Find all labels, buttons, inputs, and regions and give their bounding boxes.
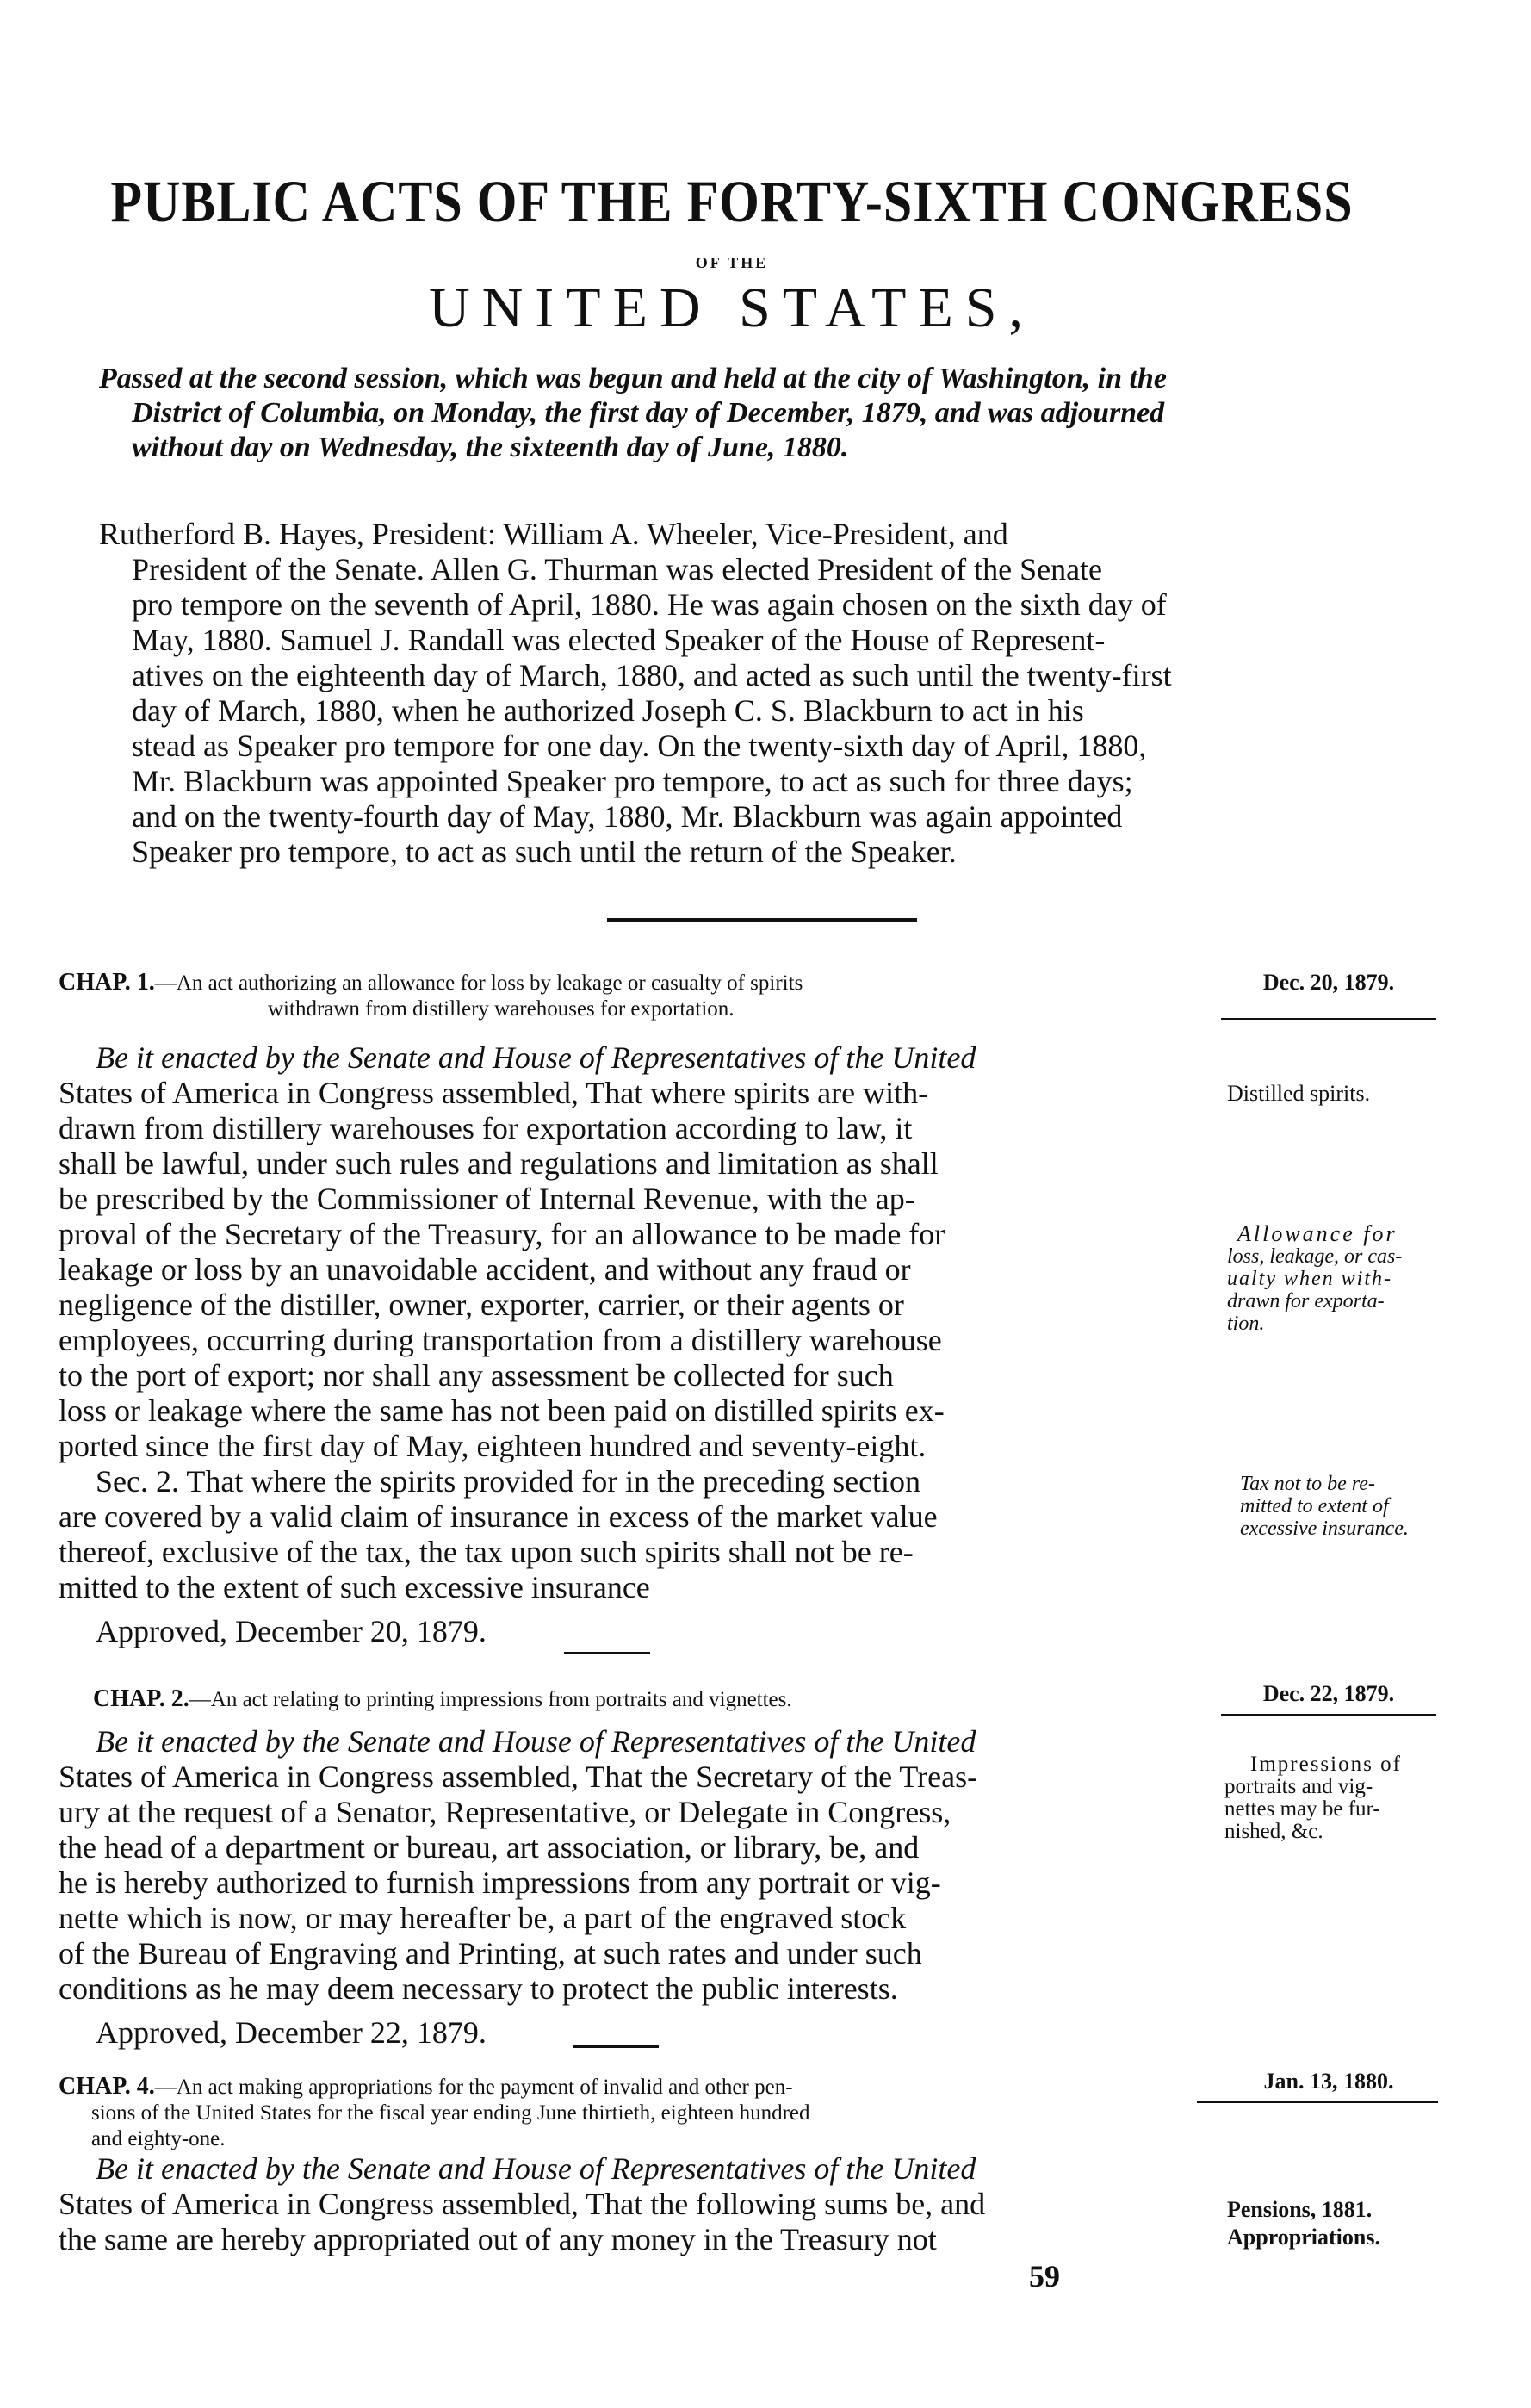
officers-paragraph — [99, 517, 1438, 870]
margin-note-line: excessive insurance. — [1240, 1517, 1409, 1540]
chap2-body-line: the head of a department or bureau, art association, or library, be, and — [59, 1830, 920, 1865]
margin-note-line: Appropriations. — [1227, 2225, 1380, 2250]
chap1-body-line: employees, occurring during transportation from a distillery warehouse — [59, 1323, 942, 1357]
chap4-body-line: the same are hereby appropriated out of any money in the Treasury not — [59, 2222, 937, 2256]
officers-line: President of the Senate. Allen G. Thurman was elected President of the Senate — [132, 552, 1103, 586]
officers-line: pro tempore on the seventh of April, 1880. He was again chosen on the sixth day of — [132, 587, 1167, 622]
chap4-body-line: States of America in Congress assembled, That the following sums be, and — [59, 2187, 986, 2221]
officers-line: day of March, 1880, when he authorized Joseph C. S. Blackburn to act in his — [132, 693, 1084, 728]
session-line: District of Columbia, on Monday, the first day of December, 1879, and was adjourned — [132, 397, 1165, 429]
margin-note-line: Allowance for — [1237, 1221, 1398, 1246]
margin-note-line: ualty when with- — [1227, 1268, 1392, 1290]
officers-line: and on the twenty-fourth day of May, 1880, Mr. Blackburn was again appointed — [132, 799, 1123, 834]
chap2-body-line: nette which is now, or may hereafter be, a part of the engraved stock — [59, 1901, 907, 1935]
chap2-date: Dec. 22, 1879. — [1262, 1681, 1395, 1706]
chap1-body-line: leakage or loss by an unavoidable accident, and without any fraud or — [59, 1252, 911, 1287]
session-line: without day on Wednesday, the sixteenth day of June, 1880. — [132, 431, 849, 463]
margin-note-tax — [1240, 1473, 1451, 1540]
chap4-body — [59, 2151, 1188, 2257]
chap2-date-rule — [1221, 1714, 1436, 1716]
session-statement — [99, 362, 1442, 465]
chap2-body-line: he is hereby authorized to furnish impressions from any portrait or vig- — [59, 1865, 941, 1900]
chap4-date: Jan. 13, 1880. — [1263, 2069, 1394, 2094]
chap2-body-line: States of America in Congress assembled, That the Secretary of the Treas- — [59, 1759, 978, 1794]
chap1-body-line: mitted to the extent of such excessive insurance — [59, 1570, 650, 1604]
chap2-approved: Approved, December 22, 1879. — [96, 2015, 487, 2050]
chap4-date-rule — [1197, 2101, 1438, 2103]
margin-note-line: nettes may be fur- — [1224, 1797, 1380, 1821]
chap4-heading — [59, 2074, 1204, 2152]
chap1-heading — [59, 970, 1195, 1022]
margin-note-line: mitted to extent of — [1240, 1495, 1389, 1517]
officers-line: May, 1880. Samuel J. Randall was elected Speaker of the House of Represent- — [132, 623, 1106, 657]
chap2-body — [59, 1724, 1188, 2051]
chap1-body-line: Sec. 2. That where the spirits provided for in the preceding section — [96, 1464, 921, 1499]
chap2-heading — [93, 1686, 1204, 1713]
chap-divider — [564, 1652, 650, 1654]
chap1-body-line: be prescribed by the Commissioner of Internal Revenue, with the ap- — [59, 1182, 915, 1216]
chap1-heading-line: —An act authorizing an allowance for loss by leakage or casualty of spirits — [154, 971, 803, 995]
chap2-label: CHAP. 2. — [93, 1685, 189, 1712]
margin-note-line: tion. — [1227, 1313, 1265, 1335]
chap1-body — [59, 1040, 1188, 1649]
chap1-body-line: ported since the first day of May, eighteen hundred and seventy-eight. — [59, 1429, 927, 1463]
of-the-subtitle: OF THE — [695, 254, 769, 271]
page-title: PUBLIC ACTS OF THE FORTY-SIXTH CONGRESS — [110, 168, 1354, 234]
margin-note-line: Tax not to be re- — [1240, 1473, 1375, 1495]
chap1-body-line: to the port of export; nor shall any assessment be collected for such — [59, 1358, 894, 1393]
chap4-heading-line: and eighty-one. — [91, 2127, 226, 2150]
officers-line: atives on the eighteenth day of March, 1880, and acted as such until the twenty-first — [132, 658, 1172, 692]
chap2-body-line: Be it enacted by the Senate and House of Representatives of the United — [96, 1724, 976, 1759]
chap2-body-line: of the Bureau of Engraving and Printing, at such rates and under such — [59, 1936, 922, 1970]
margin-note-line: portraits and vig- — [1224, 1775, 1373, 1798]
chap1-date-rule — [1221, 1018, 1436, 1020]
chap1-date: Dec. 20, 1879. — [1262, 970, 1395, 995]
chap1-body-line: negligence of the distiller, owner, exporter, carrier, or their agents or — [59, 1288, 904, 1322]
page-number: 59 — [1029, 2259, 1060, 2293]
chap1-label: CHAP. 1. — [59, 969, 155, 996]
chap4-label: CHAP. 4. — [59, 2073, 155, 2100]
margin-note-impressions — [1224, 1753, 1448, 1843]
chap4-body-line: Be it enacted by the Senate and House of Representatives of the United — [96, 2151, 976, 2186]
margin-note-distilled-spirits: Distilled spirits. — [1227, 1081, 1371, 1106]
margin-note-line: Impressions of — [1250, 1753, 1402, 1776]
chap1-body-line: Be it enacted by the Senate and House of Representatives of the United — [96, 1040, 976, 1075]
chap1-body-line: thereof, exclusive of the tax, the tax upon such spirits shall not be re- — [59, 1535, 914, 1569]
chap1-body-line: States of America in Congress assembled, That where spirits are with- — [59, 1076, 929, 1110]
chap2-body-line: conditions as he may deem necessary to protect the public interests. — [59, 1971, 898, 2006]
section-divider — [607, 918, 917, 922]
margin-note-allowance — [1227, 1223, 1451, 1335]
chap2-body-line: ury at the request of a Senator, Representative, or Delegate in Congress, — [59, 1795, 951, 1829]
session-line: Passed at the second session, which was begun and held at the city of Washington, in the — [99, 363, 1167, 394]
chap1-approved: Approved, December 20, 1879. — [96, 1614, 487, 1648]
chap2-heading-line: —An act relating to printing impressions from portraits and vignettes. — [189, 1688, 792, 1711]
officers-line: Speaker pro tempore, to act as such until the return of the Speaker. — [132, 835, 957, 869]
chap-divider — [573, 2045, 659, 2048]
chap1-body-line: loss or leakage where the same has not been paid on distilled spirits ex- — [59, 1393, 945, 1428]
chap1-body-line: shall be lawful, under such rules and regulations and limitation as shall — [59, 1146, 939, 1181]
chap1-body-line: proval of the Secretary of the Treasury, for an allowance to be made for — [59, 1217, 945, 1251]
chap1-heading-line: withdrawn from distillery warehouses for exportation. — [268, 997, 735, 1021]
officers-line: Mr. Blackburn was appointed Speaker pro tempore, to act as such for three days; — [132, 764, 1133, 798]
margin-note-line: drawn for exporta- — [1227, 1290, 1385, 1313]
margin-note-line: Pensions, 1881. — [1227, 2197, 1373, 2222]
margin-note-line: loss, leakage, or cas- — [1227, 1245, 1403, 1268]
officers-line: Rutherford B. Hayes, President: William A. Wheeler, Vice-President, and — [99, 517, 1008, 551]
united-states-heading: UNITED STATES, — [428, 276, 1036, 339]
chap4-heading-line: sions of the United States for the fiscal year ending June thirtieth, eighteen hundred — [91, 2101, 810, 2125]
chap1-body-line: are covered by a valid claim of insurance in excess of the market value — [59, 1499, 938, 1534]
margin-note-pensions — [1227, 2196, 1380, 2251]
margin-note-line: nished, &c. — [1224, 1820, 1323, 1843]
officers-line: stead as Speaker pro tempore for one day. On the twenty-sixth day of April, 1880, — [132, 729, 1147, 763]
chap4-heading-line: —An act making appropriations for the payment of invalid and other pen- — [154, 2076, 793, 2099]
chap1-body-line: drawn from distillery warehouses for exportation according to law, it — [59, 1111, 913, 1145]
